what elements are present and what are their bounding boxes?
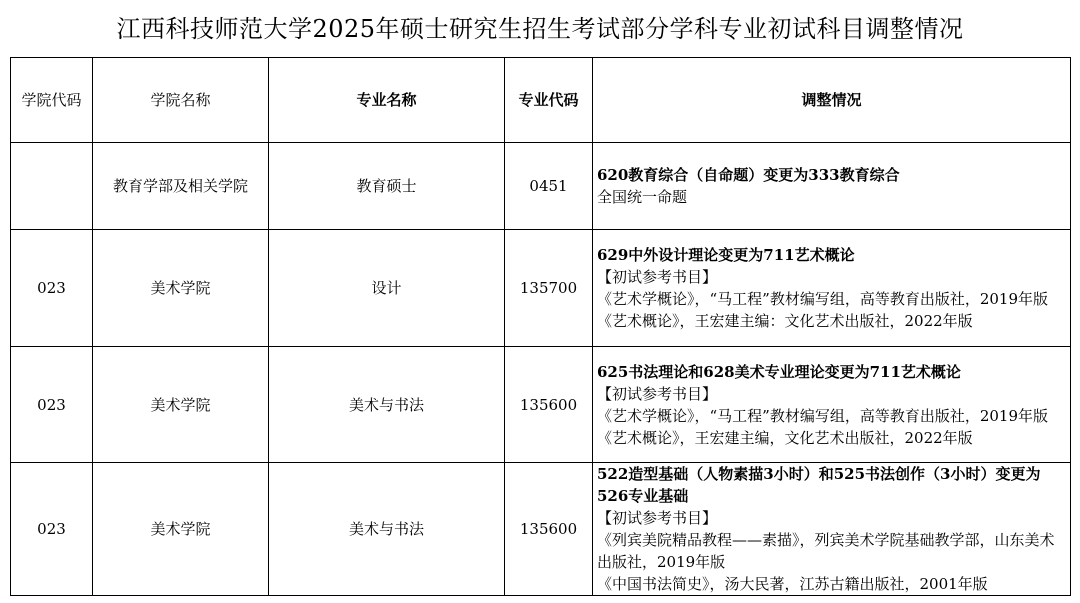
adjustment-note-line: 全国统一命题: [597, 188, 688, 206]
reference-book-line: 《艺术学概论》，“马工程”教材编写组，高等教育出版社，2019年版: [597, 290, 1049, 308]
table-header-row: [11, 58, 1071, 143]
header-college-code: 学院代码: [11, 58, 93, 143]
college-code-cell: 023: [11, 347, 93, 463]
adjustment-change-line: 620教育综合（自命题）变更为333教育综合: [597, 166, 900, 184]
adjustment-cell: [593, 230, 1071, 347]
table-row: [11, 230, 1071, 347]
header-college-name: 学院名称: [93, 58, 269, 143]
major-name-cell: 教育硕士: [269, 143, 505, 230]
college-name-cell: 教育学部及相关学院: [93, 143, 269, 230]
reference-book-line: 《艺术学概论》，“马工程”教材编写组，高等教育出版社，2019年版: [597, 406, 1049, 425]
header-adjustment: 调整情况: [593, 58, 1071, 143]
college-code-cell: 023: [11, 230, 93, 347]
reference-book-line: 《中国书法简史》，汤大民著，江苏古籍出版社，2001年版: [597, 575, 988, 593]
reference-heading-line: 【初试参考书目】: [597, 384, 718, 403]
major-name-cell: 美术与书法: [269, 347, 505, 463]
page-title: 江西科技师范大学2025年硕士研究生招生考试部分学科专业初试科目调整情况: [116, 15, 964, 43]
adjustment-cell: [593, 347, 1071, 463]
reference-book-line: 《列宾美院精品教程——素描》，列宾美术学院基础教学部，山东美术出版社，2019年版: [597, 531, 1055, 571]
table-row: [11, 463, 1071, 596]
adjustment-table: [10, 57, 1071, 596]
adjustment-cell: [593, 463, 1071, 596]
major-code-cell: 135600: [505, 463, 593, 596]
adjustment-change-line: 522造型基础（人物素描3小时）和525书法创作（3小时）变更为526专业基础: [597, 465, 1041, 505]
major-code-cell: 0451: [505, 143, 593, 230]
major-name-cell: 设计: [269, 230, 505, 347]
college-name-cell: 美术学院: [93, 230, 269, 347]
college-code-cell: 023: [11, 463, 93, 596]
adjustment-cell: [593, 143, 1071, 230]
major-code-cell: 135700: [505, 230, 593, 347]
major-name-cell: 美术与书法: [269, 463, 505, 596]
table-row: [11, 143, 1071, 230]
reference-heading-line: 【初试参考书目】: [597, 509, 718, 527]
major-code-cell: 135600: [505, 347, 593, 463]
header-major-code: 专业代码: [505, 58, 593, 143]
college-code-cell: [11, 143, 93, 230]
reference-heading-line: 【初试参考书目】: [597, 268, 718, 286]
table-row: [11, 347, 1071, 463]
reference-book-line: 《艺术概论》，王宏建主编，文化艺术出版社，2022年版: [597, 428, 973, 447]
header-major-name: 专业名称: [269, 58, 505, 143]
adjustment-change-line: 629中外设计理论变更为711艺术概论: [597, 246, 855, 264]
reference-book-line: 《艺术概论》，王宏建主编：文化艺术出版社，2022年版: [597, 312, 973, 330]
college-name-cell: 美术学院: [93, 347, 269, 463]
adjustment-change-line: 625书法理论和628美术专业理论变更为711艺术概论: [597, 362, 961, 381]
college-name-cell: 美术学院: [93, 463, 269, 596]
